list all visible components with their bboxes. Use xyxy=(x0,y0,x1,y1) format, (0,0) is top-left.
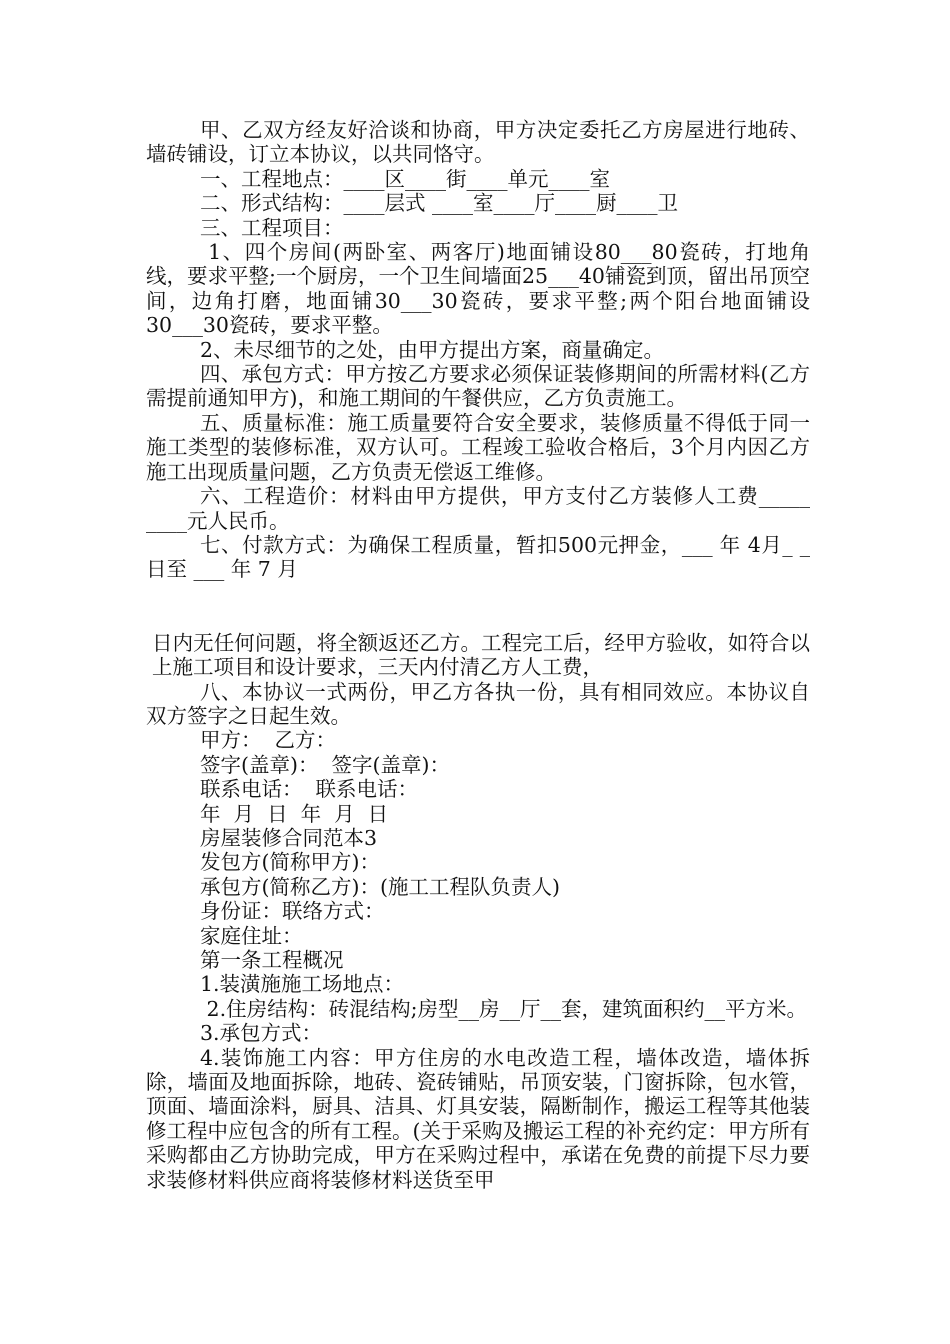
clause-contract-method: 四、承包方式：甲方按乙方要求必须保证装修期间的所需材料(乙方需提前通知甲方)，和施工期间的午餐供应，乙方负责施工。 xyxy=(146,362,810,411)
clause-project-item-1: 1、四个房间(两卧室、两客厅)地面铺设80___80瓷砖，打地角线，要求平整;一个厨房，一个卫生间墙面25___40铺瓷到顶，留出吊顶空间，边角打磨，地面铺30___30瓷砖，要求平整;两个阳台地面铺设30___30瓷砖，要求平整。 xyxy=(146,240,810,338)
signature-parties: 甲方： 乙方： xyxy=(200,728,337,753)
clause-project-heading: 三、工程项目： xyxy=(200,215,344,240)
template-title: 房屋装修合同范本3 xyxy=(200,825,378,850)
contract-document xyxy=(146,118,817,1192)
clause-copies: 八、本协议一式两份，甲乙方各执一份，具有相同效应。本协议自双方签字之日起生效。 xyxy=(146,679,810,728)
party-a-line: 发包方(简称甲方)： xyxy=(200,850,380,875)
party-b-line: 承包方(简称乙方)：(施工工程队负责人) xyxy=(200,874,560,899)
intro-paragraph: 甲、乙双方经友好洽谈和协商，甲方决定委托乙方房屋进行地砖、墙砖铺设，订立本协议，以共同恪守。 xyxy=(146,118,810,167)
article-1-item-2: 2.住房结构：砖混结构;房型__房__厅__套，建筑面积约__平方米。 xyxy=(200,996,807,1021)
clause-cost: 六、工程造价：材料由甲方提供，甲方支付乙方装修人工费_____ ____元人民币。 xyxy=(146,484,817,533)
signature-dates: 年 月 日 年 月 日 xyxy=(200,801,389,826)
clause-payment: 七、付款方式：为确保工程质量，暂扣500元押金，___ 年 4月_ _日至 ___ 年 7 月 xyxy=(146,532,810,582)
signature-phones: 联系电话： 联系电话： xyxy=(200,777,419,802)
address-line: 家庭住址： xyxy=(200,923,303,948)
signature-seals: 签字(盖章)： 签字(盖章)： xyxy=(200,752,451,777)
clause-quality: 五、质量标准：施工质量要符合安全要求，装修质量不得低于同一施工类型的装修标准，双方认可。工程竣工验收合格后，3个月内因乙方施工出现质量问题，乙方负责无偿返工维修。 xyxy=(146,410,810,484)
clause-structure: 二、形式结构：____层式 ____室____厅____厨____卫 xyxy=(200,191,679,216)
article-1-item-4: 4.装饰施工内容：甲方住房的水电改造工程，墙体改造，墙体拆除，墙面及地面拆除，地砖、瓷砖铺贴，吊顶安装，门窗拆除，包水管，顶面、墙面涂料，厨具、洁具、灯具安装，隔断制作，搬运工程等其他装修工程中应包含的所有工程。(关于采购及搬运工程的补充约定：甲方所有采购都由乙方协助完成，甲方在采购过程中，承诺在免费的前提下尽力要求装修材料供应商将装修材料送货至甲 xyxy=(146,1045,810,1192)
blank-gap xyxy=(146,582,810,631)
article-1-heading: 第一条工程概况 xyxy=(200,948,344,972)
article-1-item-3: 3.承包方式： xyxy=(200,1021,323,1046)
article-1-item-1: 1.装潢施施工场地点： xyxy=(200,972,405,997)
clause-payment-continued: 日内无任何问题，将全额返还乙方。工程完工后，经甲方验收，如符合以上施工项目和设计要求，三天内付清乙方人工费， xyxy=(152,630,810,680)
clause-project-item-2: 2、未尽细节的之处，由甲方提出方案，商量确定。 xyxy=(200,337,665,362)
id-contact-line: 身份证：联络方式： xyxy=(200,899,385,924)
clause-location: 一、工程地点：____区____街____单元____室 xyxy=(200,166,610,191)
